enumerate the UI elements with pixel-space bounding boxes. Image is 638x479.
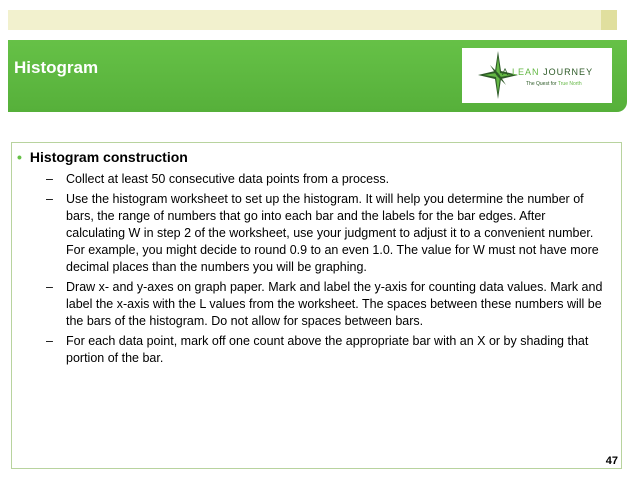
list-item-text: Collect at least 50 consecutive data points from a process.: [66, 172, 390, 186]
logo-word-journey: JOURNEY: [543, 67, 594, 77]
logo-word-lean: LEAN: [512, 67, 540, 77]
bullet-dot-icon: •: [17, 149, 22, 165]
logo-tagline: [526, 81, 582, 87]
dash-icon: –: [46, 192, 53, 206]
list-item-text: For each data point, mark off one count above the appropriate bar with an X or by shading that portion of the bar.: [66, 334, 589, 365]
bullet-heading: [17, 149, 188, 165]
list-item: [46, 333, 606, 367]
heading-text: Histogram construction: [29, 149, 188, 165]
dash-icon: –: [46, 280, 53, 294]
slide-title: Histogram: [14, 58, 99, 77]
dash-icon: –: [46, 334, 53, 348]
dash-icon: –: [46, 172, 53, 186]
logo-wordmark: [502, 67, 593, 77]
logo: [462, 48, 612, 103]
logo-word-a: A: [502, 67, 509, 77]
list-item-text: Use the histogram worksheet to set up the histogram. It will help you determine the number of bars, the range of numbers that go into each bar and the labels for the bar edges. After calculating W in step 2 of the worksheet, use your judgment to adjust it to a convenient number. For example, you might decide to round 0.9 to an even 1.0. The value for W must not have more decimal places than the numbers you will be graphing.: [66, 192, 599, 274]
top-decorative-strip: [8, 10, 617, 30]
top-strip-end-cap: [601, 10, 617, 30]
list-item-text: Draw x- and y-axes on graph paper. Mark and label the y-axis for counting data values. Mark and label the x-axis with the L values from the worksheet. The spaces between these numbers will be the bars of the histogram. Do not allow for spaces between bars.: [66, 280, 603, 328]
page-number: 47: [605, 455, 618, 467]
sub-bullet-list: [46, 171, 606, 370]
list-item: [46, 191, 606, 276]
list-item: [46, 279, 606, 330]
logo-tagline-prefix: The Quest for: [526, 81, 557, 87]
logo-tagline-accent: True North: [557, 81, 582, 87]
list-item: [46, 171, 606, 188]
